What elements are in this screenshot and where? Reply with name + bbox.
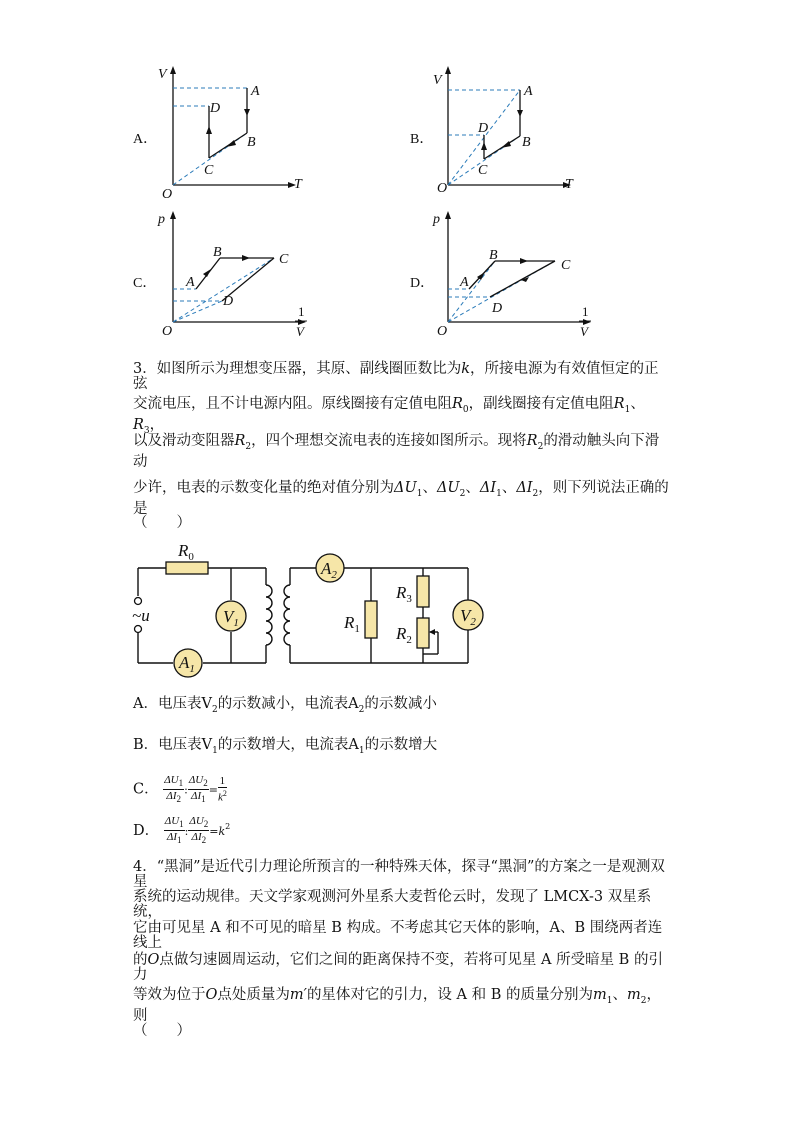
graph-c-point-a: A [186, 275, 195, 290]
q4-line4: 的O点做匀速圆周运动，它们之间的距离保持不变，若将可见星 A 所受暗星 B 的引力 [133, 952, 663, 983]
graph-d-y-axis: p [433, 212, 440, 227]
option-b-label: B． [410, 132, 434, 147]
graph-b-point-b: B [522, 135, 531, 150]
graph-d [425, 205, 605, 345]
graph-a-point-b: B [247, 135, 256, 150]
q3-line1: 3．如图所示为理想变压器，其原、副线圈匝数比为k，所接电源为有效值恒定的正弦 [133, 361, 659, 392]
graph-d-point-c: C [561, 258, 571, 273]
graph-d-point-b: B [489, 248, 498, 263]
q3-line3: 以及滑动变阻器$R_2$，四个理想交流电表的连接如图所示。现将$R_2$的滑动触头向下滑动 [133, 433, 660, 470]
q3-option-b[interactable]: B．电压表$V_1$的示数增大，电流表$A_1$的示数增大 [133, 737, 438, 756]
graph-c-point-d: D [223, 294, 234, 309]
option-a-label: A． [133, 132, 158, 147]
graph-b-origin: O [437, 181, 448, 196]
q3-option-d[interactable]: D． $\frac{\Delta U_1}{\Delta I_1}$ : $\frac{\Delta U_2}{\Delta I_2}$ $=k^2$ [133, 815, 231, 846]
transformer-circuit [128, 540, 488, 680]
q3-blank: （ ） [133, 515, 191, 531]
q3-line2: 交流电压，且不计电源内阻。原线圈接有定值电阻$R_0$，副线圈接有定值电阻$R_1$、$R_3$， [133, 396, 645, 436]
graph-d-origin: O [437, 324, 448, 339]
graph-a-point-d: D [210, 101, 221, 116]
graph-a [150, 60, 310, 200]
circuit-a2-label: $A_2$ [321, 559, 337, 581]
circuit-a1-label: $A_1$ [179, 653, 195, 675]
q4-line2: 系统的运动规律。天文学家观测河外星系大麦哲伦云时，发现了 LMCX-3 双星系统， [133, 889, 652, 920]
graph-c [150, 205, 320, 345]
option-c-label: C． [133, 276, 157, 291]
circuit-r3-label: $R_3$ [396, 583, 412, 605]
graph-a-x-axis: T [294, 177, 302, 192]
graph-b-point-c: C [478, 163, 488, 178]
q3-option-a[interactable]: A．电压表$V_2$的示数减小，电流表$A_2$的示数减小 [133, 696, 437, 715]
q4-line5: 等效为位于O点处质量为m′的星体对它的引力，设 A 和 B 的质量分别为$m_1$、$m_2$，则 [133, 987, 661, 1024]
graph-a-point-a: A [251, 84, 260, 99]
graph-c-origin: O [162, 324, 173, 339]
q4-line1: 4．“黑洞”是近代引力理论所预言的一种特殊天体，探寻“黑洞”的方案之一是观测双星 [133, 859, 665, 890]
graph-c-point-c: C [279, 252, 289, 267]
graph-c-x-den: V [296, 324, 304, 339]
circuit-r1-label: $R_1$ [344, 613, 360, 635]
graph-b-x-axis: T [565, 177, 573, 192]
graph-c-y-axis: p [158, 212, 165, 227]
graph-b [425, 60, 585, 200]
graph-b-point-d: D [478, 121, 489, 136]
circuit-r2-label: $R_2$ [396, 624, 412, 646]
graph-d-point-a: A [460, 275, 469, 290]
circuit-v2-label: $V_2$ [460, 606, 476, 628]
q3-option-c[interactable]: C． $\frac{\Delta U_1}{\Delta I_2}$ : $\frac{\Delta U_2}{\Delta I_1}$ = $\frac{1}{k^2}$ [133, 774, 227, 805]
graph-d-point-d: D [492, 301, 503, 316]
graph-d-x-num: 1 [582, 304, 589, 319]
circuit-source-label: ~u [132, 606, 150, 625]
graph-a-origin: O [162, 187, 173, 202]
graph-a-point-c: C [204, 163, 214, 178]
graph-a-y-axis: V [158, 67, 167, 82]
q4-blank: （ ） [133, 1023, 191, 1039]
graph-c-point-b: B [213, 245, 222, 260]
q4-line3: 它由可见星 A 和不可见的暗星 B 构成。不考虑其它天体的影响，A、B 围绕两者连线上 [133, 920, 663, 951]
circuit-r0-label: $R_0$ [178, 541, 194, 563]
circuit-v1-label: $V_1$ [223, 607, 239, 629]
graph-b-point-a: A [524, 84, 533, 99]
option-d-label: D． [410, 276, 435, 291]
graph-b-y-axis: V [433, 73, 442, 88]
q3-line4: 少许，电表的示数变化量的绝对值分别为$\Delta U_1$、$\Delta U_2$、$\Delta I_1$、$\Delta I_2$，则下列说法正确的是 [133, 480, 669, 517]
graph-c-x-num: 1 [298, 304, 305, 319]
graph-d-x-den: V [580, 324, 588, 339]
